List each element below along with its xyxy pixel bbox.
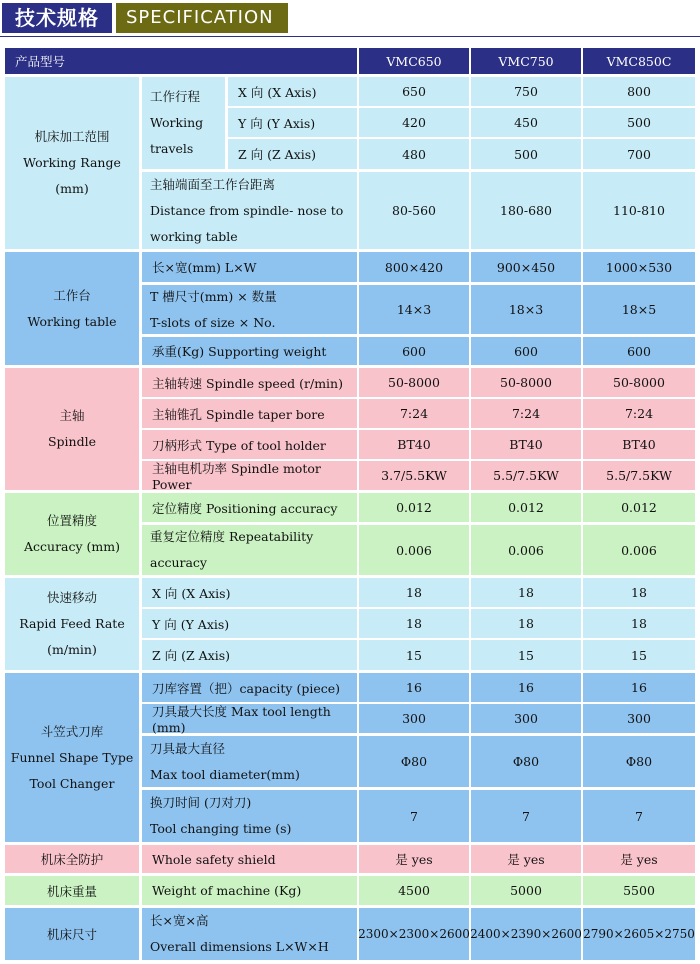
supporting-weight-label: 承重(Kg) Supporting weight: [142, 337, 357, 365]
rapid-z-vmc650: 15: [359, 640, 469, 670]
tool-changer-group: 斗笠式刀库 Funnel Shape Type Tool Changer: [5, 673, 139, 842]
tool-holder-vmc650: BT40: [359, 430, 469, 459]
tslot-label: T 槽尺寸(mm) × 数量 T-slots of size × No.: [142, 285, 357, 334]
tslot-vmc750: 18×3: [471, 285, 581, 334]
repeatability-vmc650: 0.006: [359, 525, 469, 575]
spindle-distance-vmc650: 80-560: [359, 172, 469, 249]
y-travel-vmc750: 450: [471, 108, 581, 137]
tool-capacity-vmc850c: 16: [583, 673, 695, 702]
dimensions-group: 机床尺寸: [5, 908, 139, 960]
spec-header: [0, 0, 700, 40]
spindle-speed-vmc650: 50-8000: [359, 368, 469, 397]
dimensions-vmc650: 2300×2300×2600: [359, 908, 469, 960]
rapid-y-vmc650: 18: [359, 609, 469, 638]
spindle-motor-vmc850c: 5.5/7.5KW: [583, 461, 695, 490]
machine-weight-vmc750: 5000: [471, 876, 581, 905]
rapid-z-vmc750: 15: [471, 640, 581, 670]
safety-vmc650: 是 yes: [359, 845, 469, 873]
x-travel-vmc650: 650: [359, 77, 469, 106]
table-size-label: 长×宽(mm) L×W: [142, 252, 357, 282]
supporting-weight-vmc650: 600: [359, 337, 469, 365]
working-travels-label: 工作行程 Working travels: [142, 77, 225, 169]
spindle-distance-vmc750: 180-680: [471, 172, 581, 249]
rapid-z-vmc850c: 15: [583, 640, 695, 670]
spindle-speed-label: 主轴转速 Spindle speed (r/min): [142, 368, 357, 397]
repeatability-label: 重复定位精度 Repeatability accuracy: [142, 525, 357, 575]
rapid-x-vmc650: 18: [359, 578, 469, 607]
rapid-y-vmc850c: 18: [583, 609, 695, 638]
spindle-speed-vmc750: 50-8000: [471, 368, 581, 397]
accuracy-group: 位置精度 Accuracy (mm): [5, 493, 139, 575]
x-travel-label: X 向 (X Axis): [228, 77, 357, 106]
tool-length-vmc850c: 300: [583, 704, 695, 733]
model-vmc850c: VMC850C: [583, 48, 695, 74]
repeatability-vmc750: 0.006: [471, 525, 581, 575]
table-size-vmc850c: 1000×530: [583, 252, 695, 282]
rapid-y-vmc750: 18: [471, 609, 581, 638]
x-travel-vmc850c: 800: [583, 77, 695, 106]
safety-vmc850c: 是 yes: [583, 845, 695, 873]
machine-weight-group: 机床重量: [5, 876, 139, 905]
spindle-taper-vmc750: 7:24: [471, 399, 581, 428]
machine-weight-label: Weight of machine (Kg): [142, 876, 357, 905]
tool-length-vmc650: 300: [359, 704, 469, 733]
safety-vmc750: 是 yes: [471, 845, 581, 873]
dimensions-label: 长×宽×高 Overall dimensions L×W×H: [142, 908, 357, 960]
tool-holder-vmc850c: BT40: [583, 430, 695, 459]
table-size-vmc650: 800×420: [359, 252, 469, 282]
tool-change-time-label: 换刀时间 (刀对刀) Tool changing time (s): [142, 790, 357, 842]
rapid-x-label: X 向 (X Axis): [142, 578, 357, 607]
spindle-speed-vmc850c: 50-8000: [583, 368, 695, 397]
y-travel-label: Y 向 (Y Axis): [228, 108, 357, 137]
header-title-en: SPECIFICATION: [116, 3, 288, 33]
machine-weight-vmc650: 4500: [359, 876, 469, 905]
working-range-group: 机床加工范围 Working Range (mm): [5, 77, 139, 249]
repeatability-vmc850c: 0.006: [583, 525, 695, 575]
rapid-x-vmc750: 18: [471, 578, 581, 607]
tool-change-time-vmc850c: 7: [583, 790, 695, 842]
model-vmc750: VMC750: [471, 48, 581, 74]
tool-capacity-label: 刀库容置（把）capacity (piece): [142, 673, 357, 702]
z-travel-vmc650: 480: [359, 139, 469, 169]
machine-weight-vmc850c: 5500: [583, 876, 695, 905]
supporting-weight-vmc850c: 600: [583, 337, 695, 365]
supporting-weight-vmc750: 600: [471, 337, 581, 365]
rapid-x-vmc850c: 18: [583, 578, 695, 607]
positioning-accuracy-vmc850c: 0.012: [583, 493, 695, 522]
header-title-cn: 技术规格: [2, 3, 112, 33]
spindle-taper-label: 主轴锥孔 Spindle taper bore: [142, 399, 357, 428]
tool-diameter-vmc650: Φ80: [359, 736, 469, 787]
table-size-vmc750: 900×450: [471, 252, 581, 282]
z-travel-vmc750: 500: [471, 139, 581, 169]
spindle-taper-vmc650: 7:24: [359, 399, 469, 428]
spindle-motor-vmc750: 5.5/7.5KW: [471, 461, 581, 490]
tool-diameter-vmc750: Φ80: [471, 736, 581, 787]
tool-capacity-vmc650: 16: [359, 673, 469, 702]
rapid-y-label: Y 向 (Y Axis): [142, 609, 357, 638]
spindle-distance-label: 主轴端面至工作台距离 Distance from spindle- nose to working table: [142, 172, 357, 249]
spindle-distance-vmc850c: 110-810: [583, 172, 695, 249]
working-table-group: 工作台 Working table: [5, 252, 139, 365]
x-travel-vmc750: 750: [471, 77, 581, 106]
spindle-group: 主轴 Spindle: [5, 368, 139, 490]
header-divider: [0, 36, 700, 37]
positioning-accuracy-label: 定位精度 Positioning accuracy: [142, 493, 357, 522]
spindle-motor-vmc650: 3.7/5.5KW: [359, 461, 469, 490]
tool-holder-label: 刀柄形式 Type of tool holder: [142, 430, 357, 459]
tool-holder-vmc750: BT40: [471, 430, 581, 459]
tslot-vmc850c: 18×5: [583, 285, 695, 334]
dimensions-vmc850c: 2790×2605×2750: [583, 908, 695, 960]
tool-change-time-vmc750: 7: [471, 790, 581, 842]
positioning-accuracy-vmc750: 0.012: [471, 493, 581, 522]
z-travel-vmc850c: 700: [583, 139, 695, 169]
tool-length-vmc750: 300: [471, 704, 581, 733]
y-travel-vmc850c: 500: [583, 108, 695, 137]
spindle-taper-vmc850c: 7:24: [583, 399, 695, 428]
model-vmc650: VMC650: [359, 48, 469, 74]
rapid-feed-group: 快速移动 Rapid Feed Rate (m/min): [5, 578, 139, 670]
spindle-motor-label: 主轴电机功率 Spindle motor Power: [142, 461, 357, 490]
y-travel-vmc650: 420: [359, 108, 469, 137]
tslot-vmc650: 14×3: [359, 285, 469, 334]
tool-length-label: 刀具最大长度 Max tool length (mm): [142, 704, 357, 733]
tool-capacity-vmc750: 16: [471, 673, 581, 702]
tool-change-time-vmc650: 7: [359, 790, 469, 842]
safety-label: Whole safety shield: [142, 845, 357, 873]
rapid-z-label: Z 向 (Z Axis): [142, 640, 357, 670]
dimensions-vmc750: 2400×2390×2600: [471, 908, 581, 960]
positioning-accuracy-vmc650: 0.012: [359, 493, 469, 522]
tool-diameter-vmc850c: Φ80: [583, 736, 695, 787]
model-label: 产品型号: [5, 48, 357, 74]
safety-group: 机床全防护: [5, 845, 139, 873]
z-travel-label: Z 向 (Z Axis): [228, 139, 357, 169]
tool-diameter-label: 刀具最大直径 Max tool diameter(mm): [142, 736, 357, 787]
